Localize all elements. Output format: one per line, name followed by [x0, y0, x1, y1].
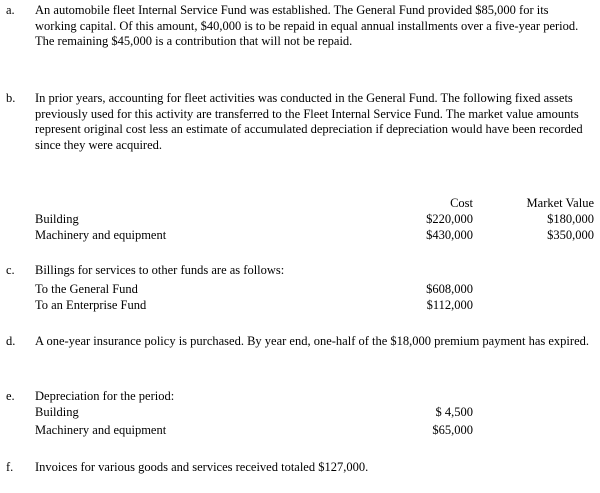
item-c-marker: c. — [6, 263, 15, 277]
item-b-marker: b. — [6, 91, 16, 105]
billing-row-label: To the General Fund — [35, 282, 138, 296]
item-c-intro: Billings for services to other funds are as follows: — [35, 263, 285, 277]
item-a-marker: a. — [6, 3, 15, 17]
depreciation-row-label: Building — [35, 405, 79, 419]
asset-row-market: $180,000 — [547, 212, 594, 226]
item-d-text: A one-year insurance policy is purchased. By year end, one-half of the $18,000 premium payment has expired. — [35, 334, 589, 348]
item-e-intro: Depreciation for the period: — [35, 389, 175, 403]
asset-row-cost: $220,000 — [426, 212, 473, 226]
asset-row-label: Machinery and equipment — [35, 228, 167, 242]
depreciation-row-amount: $ 4,500 — [435, 405, 473, 419]
billing-row-amount: $608,000 — [426, 282, 473, 296]
column-header-cost: Cost — [450, 196, 473, 210]
item-d-marker: d. — [6, 334, 16, 348]
item-f-text: Invoices for various goods and services received totaled $127,000. — [35, 460, 369, 474]
asset-row-cost: $430,000 — [426, 228, 473, 242]
column-header-market-value: Market Value — [526, 196, 594, 210]
asset-row-market: $350,000 — [547, 228, 594, 242]
asset-row-label: Building — [35, 212, 79, 226]
item-e-marker: e. — [6, 389, 15, 403]
billing-row-amount: $112,000 — [426, 298, 473, 312]
billing-row-label: To an Enterprise Fund — [35, 298, 147, 312]
depreciation-row-amount: $65,000 — [432, 423, 473, 437]
item-a-text: An automobile fleet Internal Service Fund was established. The General Fund provided $85,000 for its working capital. Of this amount, $40,000 is to be repaid in equal annual installments over a five-year period. The remaining $45,000 is a contribution that will not be repaid. — [35, 3, 579, 48]
depreciation-row-label: Machinery and equipment — [35, 423, 167, 437]
item-f-marker: f. — [6, 460, 14, 474]
item-b-text: In prior years, accounting for fleet activities was conducted in the General Fund. The following fixed assets previously used for this activity are transferred to the Fleet Internal Service Fund. The market value amounts represent original cost less an estimate of accumulated depreciation if depreciation would have been recorded since they were acquired. — [35, 91, 583, 152]
